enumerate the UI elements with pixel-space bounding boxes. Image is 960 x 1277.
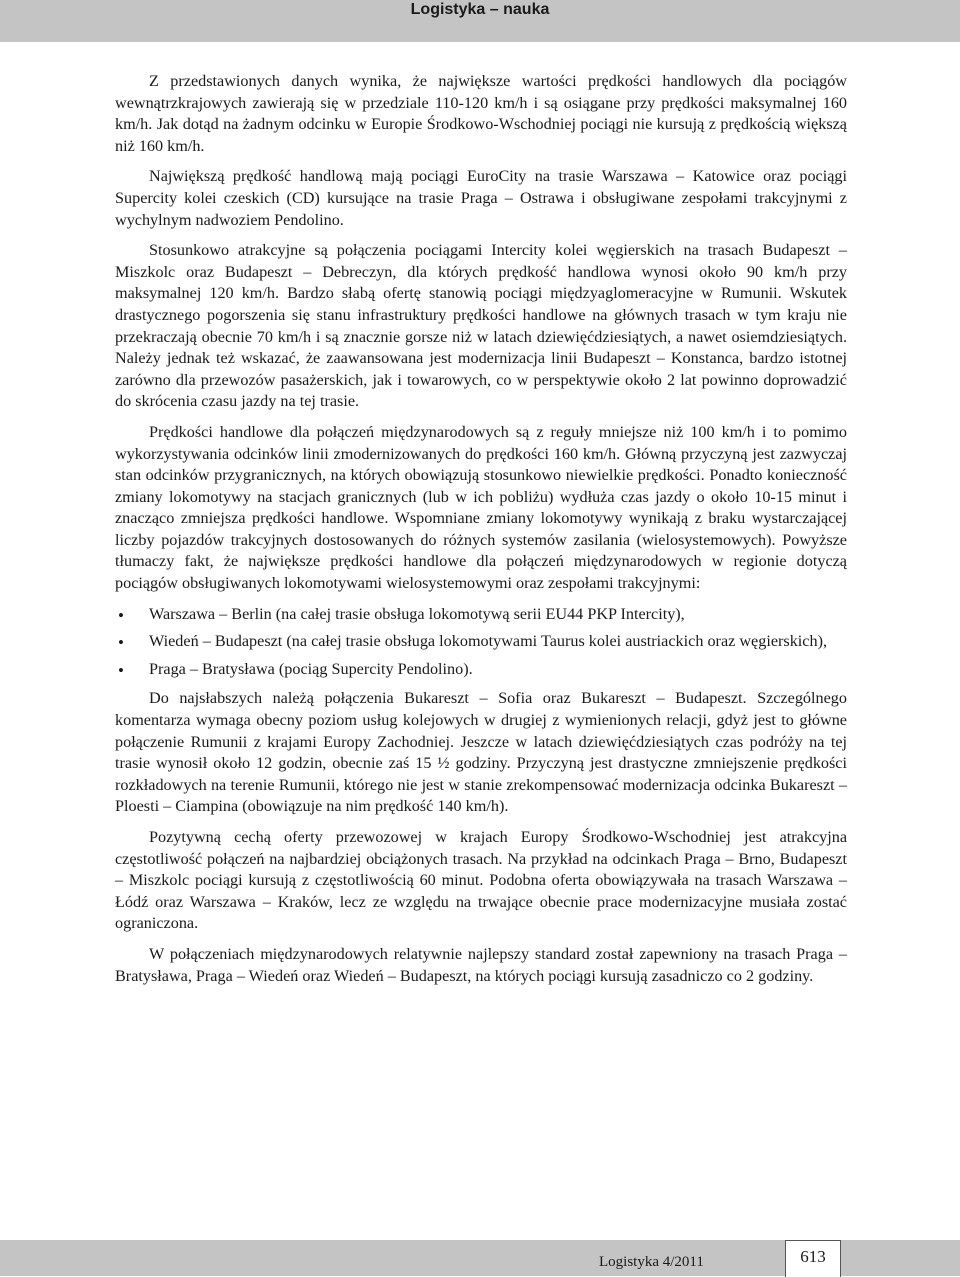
list-item-text: Praga – Bratysława (pociąg Supercity Pendolino). bbox=[149, 659, 473, 678]
page-number: 613 bbox=[785, 1240, 841, 1277]
list-item-text: Warszawa – Berlin (na całej trasie obsługa lokomotywą serii EU44 PKP Intercity), bbox=[149, 604, 685, 623]
paragraph: Największą prędkość handlową mają pociągi EuroCity na trasie Warszawa – Katowice oraz pociągi Supercity kolei czeskich (CD) kursujące na trasie Praga – Ostrawa i obsługiwane zespołami trakcyjnymi z wychylnym nadwoziem Pendolino. bbox=[115, 167, 847, 229]
paragraph: Do najsłabszych należą połączenia Bukareszt – Sofia oraz Bukareszt – Budapeszt. Szczególnego komentarza wymaga obecny poziom usług kolejowych w drugiej z wymienionych relacji, gdyż jest to główne połączenie Rumunii z krajami Europy Zachodniej. Jeszcze w latach dziewięćdziesiątych czas podróży na tej trasie wynosił około 12 godzin, obecnie zaś 15 ½ godziny. Przyczyną jest drastyczne zmniejszenie prędkości rozkładowych na terenie Rumunii, którego nie jest w stanie zrekompensować modernizacja odcinka Bukareszt – Ploesti – Ciampina (obowiązuje na nim prędkość 140 km/h). bbox=[115, 689, 847, 816]
paragraph: Z przedstawionych danych wynika, że największe wartości prędkości handlowych dla pociągów wewnątrzkrajowych zawierają się w przedziale 110-120 km/h i są osiągane przy prędkości maksymalnej 160 km/h. Jak dotąd na żadnym odcinku w Europie Środkowo-Wschodniej pociągi nie kursują z prędkością większą niż 160 km/h. bbox=[115, 72, 847, 155]
bullet-icon: • bbox=[118, 660, 124, 680]
paragraph: Pozytywną cechą oferty przewozowej w krajach Europy Środkowo-Wschodniej jest atrakcyjna częstotliwość połączeń na najbardziej obciążonych trasach. Na przykład na odcinkach Praga – Brno, Budapeszt – Miszkolc pociągi kursują z częstotliwością 60 minut. Podobna oferta obowiązywała na trasach Warszawa – Łódź oraz Warszawa – Kraków, lecz ze względu na trwające obecnie prace modernizacyjne musiała zostać ograniczona. bbox=[115, 828, 847, 933]
list-item-text: Wiedeń – Budapeszt (na całej trasie obsługa lokomotywami Taurus kolei austriackich oraz węgierskich), bbox=[149, 632, 828, 651]
list-item bbox=[115, 659, 847, 681]
journal-issue: Logistyka 4/2011 bbox=[599, 1254, 704, 1270]
paragraph: W połączeniach międzynarodowych relatywnie najlepszy standard został zapewniony na trasach Praga – Bratysława, Praga – Wiedeń oraz Wiedeń – Budapeszt, na których pociągi kursują zasadniczo co 2 godziny. bbox=[115, 944, 847, 985]
article-body bbox=[115, 71, 847, 996]
paragraph: Stosunkowo atrakcyjne są połączenia pociągami Intercity kolei węgierskich na trasach Budapeszt – Miszkolc oraz Budapeszt – Debreczyn, dla których prędkość handlowa wynosi około 90 km/h przy maksymalnej 120 km/h. Bardzo słabą ofertę stanowią pociągi międzyaglomeracyjne w Rumunii. Wskutek drastycznego pogorszenia się stanu infrastruktury prędkości handlowe na głównych trasach w tym kraju nie przekraczają obecnie 70 km/h i są znacznie gorsze niż w latach dziewięćdziesiątych, a nawet osiemdziesiątych. Należy jednak też wskazać, że zaawansowana jest modernizacja linii Budapeszt – Konstanca, bardzo istotnej zarówno dla przewozów pasażerskich, jak i towarowych, co w perspektywie około 2 lat powinno doprowadzić do skrócenia czasu jazdy na tej trasie. bbox=[115, 241, 847, 411]
bullet-icon: • bbox=[118, 605, 124, 625]
route-list bbox=[115, 604, 847, 681]
list-item bbox=[115, 604, 847, 626]
bullet-icon: • bbox=[118, 633, 124, 653]
paragraph: Prędkości handlowe dla połączeń międzynarodowych są z reguły mniejsze niż 100 km/h i to pomimo wykorzystywania odcinków linii zmodernizowanych do prędkości 160 km/h. Główną przyczyną jest zazwyczaj stan odcinków przygranicznych, na których obowiązują stosunkowo niewielkie prędkości. Ponadto konieczność zmiany lokomotywy na stacjach granicznych (lub w ich pobliżu) wydłuża czas jazdy o około 10-15 minut i znacząco zmniejsza prędkości handlowe. Wspomniane zmiany lokomotywy wynikają z braku wystarczającej liczby pojazdów trakcyjnych dostosowanych do różnych systemów zasilania (wielosystemowych). Powyższe tłumaczy fakt, że największe prędkości handlowe dla połączeń międzynarodowych w regionie dotyczą pociągów obsługiwanych lokomotywami wielosystemowymi oraz zespołami trakcyjnymi: bbox=[115, 422, 847, 593]
header-title: Logistyka – nauka bbox=[410, 1, 550, 18]
list-item bbox=[115, 631, 847, 653]
